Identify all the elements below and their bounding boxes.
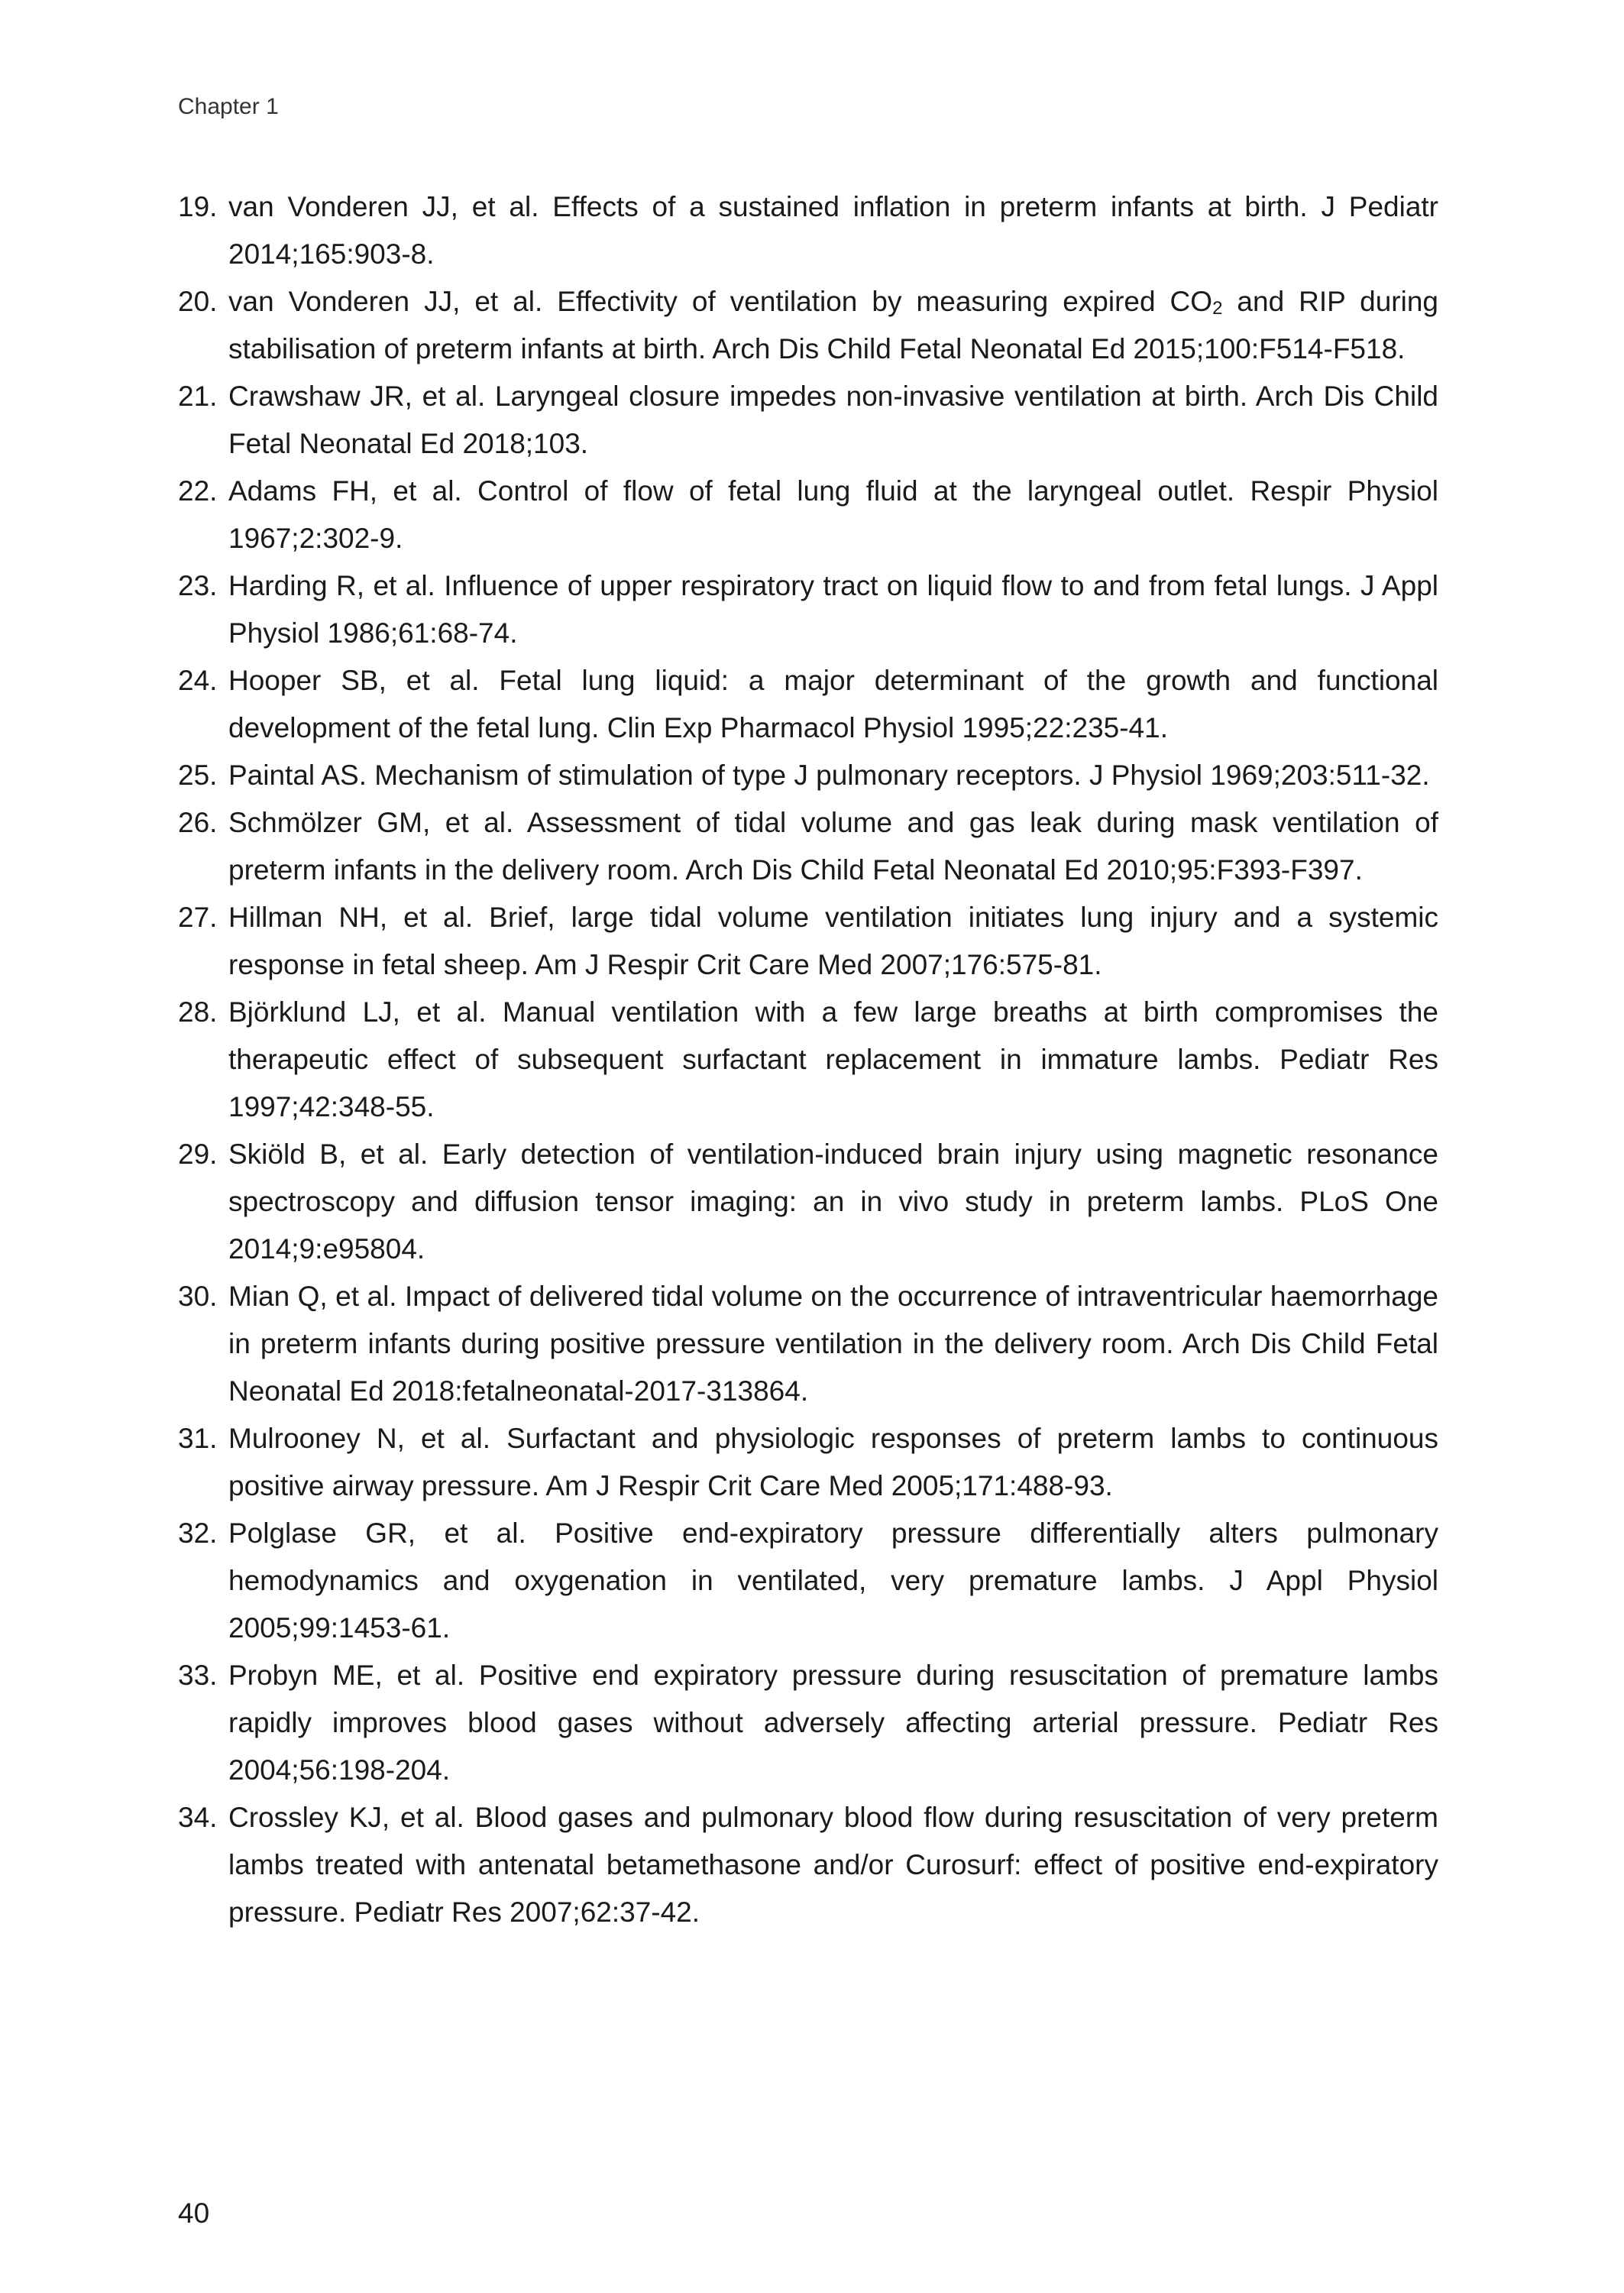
reference-item bbox=[178, 1415, 1438, 1510]
reference-number: 31. bbox=[178, 1423, 218, 1454]
reference-number: 29. bbox=[178, 1138, 218, 1170]
reference-item bbox=[178, 894, 1438, 989]
reference-text: Schmölzer GM, et al. Assessment of tidal volume and gas leak during mask ventilation of preterm infants in the delivery room. Arch Dis Child Fetal Neonatal Ed 2010;95:F393-F397. bbox=[228, 807, 1438, 886]
reference-number: 25. bbox=[178, 759, 218, 791]
reference-text: Harding R, et al. Influence of upper respiratory tract on liquid flow to and from fetal lungs. J Appl Physiol 1986;61:68-74. bbox=[228, 570, 1438, 649]
reference-number: 33. bbox=[178, 1660, 218, 1691]
reference-number: 30. bbox=[178, 1281, 218, 1312]
reference-number: 21. bbox=[178, 381, 218, 412]
reference-item bbox=[178, 1510, 1438, 1652]
reference-text: Adams FH, et al. Control of flow of fetal lung fluid at the laryngeal outlet. Respir Physiol 1967;2:302-9. bbox=[228, 475, 1438, 554]
reference-text: Probyn ME, et al. Positive end expiratory pressure during resuscitation of premature lambs rapidly improves blood gases without adversely affecting arterial pressure. Pediatr Res 2004;56:198-204. bbox=[228, 1660, 1438, 1786]
reference-item bbox=[178, 657, 1438, 752]
reference-item bbox=[178, 468, 1438, 562]
reference-item bbox=[178, 562, 1438, 657]
reference-text: Crawshaw JR, et al. Laryngeal closure impedes non-invasive ventilation at birth. Arch Dis Child Fetal Neonatal Ed 2018;103. bbox=[228, 381, 1438, 459]
reference-item bbox=[178, 989, 1438, 1131]
reference-text: Paintal AS. Mechanism of stimulation of type J pulmonary receptors. J Physiol 1969;203:511-32. bbox=[228, 759, 1430, 791]
reference-number: 32. bbox=[178, 1517, 218, 1549]
reference-number: 23. bbox=[178, 570, 218, 601]
reference-number: 24. bbox=[178, 665, 218, 696]
reference-list bbox=[178, 183, 1438, 1936]
running-header-chapter: Chapter 1 bbox=[178, 94, 279, 119]
reference-number: 20. bbox=[178, 286, 218, 317]
co2-subscript: 2 bbox=[1212, 298, 1223, 319]
reference-number: 28. bbox=[178, 996, 218, 1028]
reference-text: Mulrooney N, et al. Surfactant and physiologic responses of preterm lambs to continuous positive airway pressure. Am J Respir Crit Care Med 2005;171:488-93. bbox=[228, 1423, 1438, 1501]
reference-text: Björklund LJ, et al. Manual ventilation with a few large breaths at birth compromises the therapeutic effect of subsequent surfactant replacement in immature lambs. Pediatr Res 1997;42:348-55. bbox=[228, 996, 1438, 1122]
reference-text-part: and RIP during stabilisation of preterm infants at birth. Arch Dis Child Fetal Neonatal Ed 2015;100:F514-F518. bbox=[228, 286, 1439, 364]
reference-text: Hooper SB, et al. Fetal lung liquid: a major determinant of the growth and functional development of the fetal lung. Clin Exp Pharmacol Physiol 1995;22:235-41. bbox=[228, 665, 1438, 743]
reference-item bbox=[178, 1652, 1438, 1794]
reference-item bbox=[178, 373, 1438, 468]
reference-item bbox=[178, 799, 1438, 894]
reference-number: 26. bbox=[178, 807, 218, 838]
reference-text-part: van Vonderen JJ, et al. Effectivity of ventilation by measuring expired CO bbox=[228, 286, 1213, 317]
reference-item bbox=[178, 1273, 1438, 1415]
reference-text: Skiöld B, et al. Early detection of ventilation-induced brain injury using magnetic resonance spectroscopy and diffusion tensor imaging: an in vivo study in preterm lambs. PLoS One 2014;9:e95804. bbox=[228, 1138, 1438, 1265]
reference-item bbox=[178, 1131, 1438, 1273]
reference-number: 34. bbox=[178, 1802, 218, 1833]
page-number: 40 bbox=[178, 2197, 210, 2229]
reference-item bbox=[178, 752, 1438, 799]
reference-text: Mian Q, et al. Impact of delivered tidal volume on the occurrence of intraventricular haemorrhage in preterm infants during positive pressure ventilation in the delivery room. Arch Dis Child Fetal Neonatal Ed 2018:fetalneonatal-2017-313864. bbox=[228, 1281, 1438, 1407]
reference-text: Hillman NH, et al. Brief, large tidal volume ventilation initiates lung injury and a systemic response in fetal sheep. Am J Respir Crit Care Med 2007;176:575-81. bbox=[228, 902, 1438, 980]
reference-number: 27. bbox=[178, 902, 218, 933]
reference-item bbox=[178, 1794, 1438, 1936]
reference-item bbox=[178, 183, 1438, 278]
reference-text bbox=[228, 286, 1438, 364]
reference-text: Polglase GR, et al. Positive end-expiratory pressure differentially alters pulmonary hemodynamics and oxygenation in ventilated, very premature lambs. J Appl Physiol 2005;99:1453-61. bbox=[228, 1517, 1438, 1644]
reference-text: Crossley KJ, et al. Blood gases and pulmonary blood flow during resuscitation of very preterm lambs treated with antenatal betamethasone and/or Curosurf: effect of positive end-expiratory pressure. Pediatr Res 2007;62:37-42. bbox=[228, 1802, 1438, 1928]
reference-item bbox=[178, 278, 1438, 373]
reference-number: 19. bbox=[178, 191, 218, 222]
reference-text: van Vonderen JJ, et al. Effects of a sustained inflation in preterm infants at birth. J Pediatr 2014;165:903-8. bbox=[228, 191, 1438, 270]
reference-number: 22. bbox=[178, 475, 218, 507]
